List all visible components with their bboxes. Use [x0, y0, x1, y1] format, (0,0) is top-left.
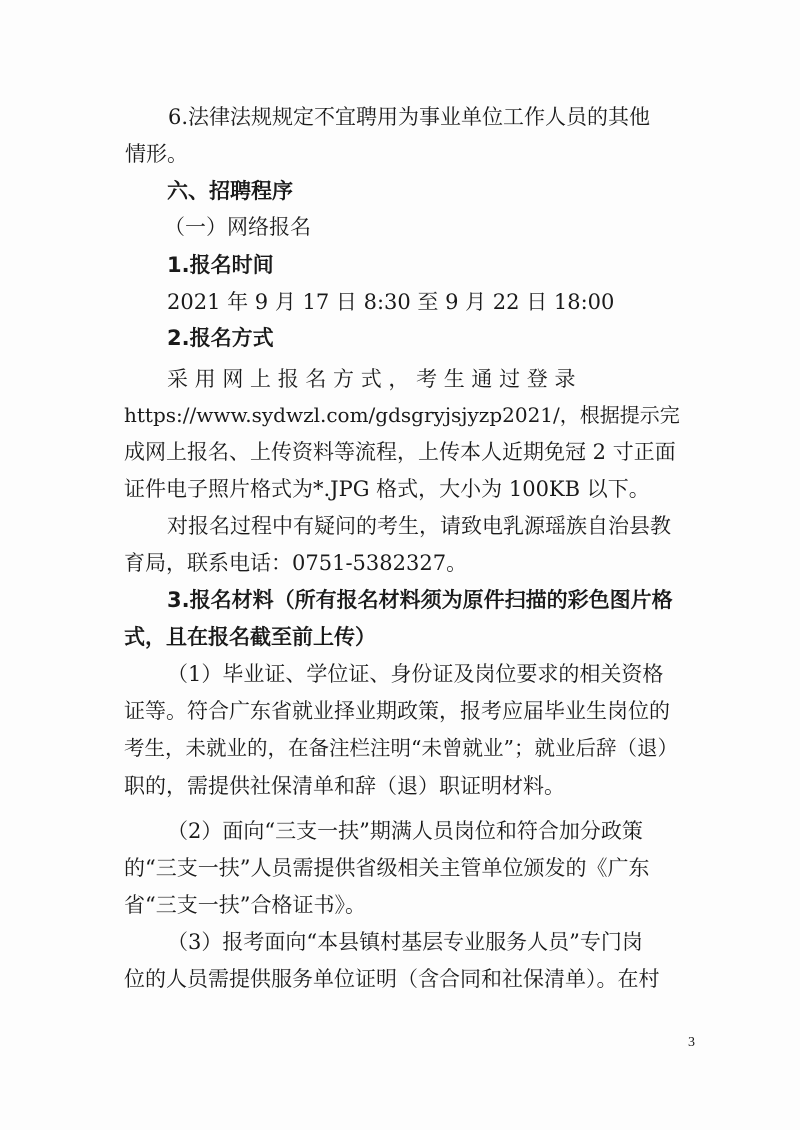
- item-heading: 3.报名材料（所有报名材料须为原件扫描的彩色图片格: [167, 588, 673, 612]
- paragraph-line: 职的，需提供社保清单和辞（退）职证明材料。: [124, 774, 565, 798]
- paragraph-line: 成网上报名、上传资料等流程，上传本人近期免冠 2 寸正面: [124, 440, 676, 464]
- paragraph-line: 证等。符合广东省就业择业期政策，报考应届毕业生岗位的: [124, 699, 670, 723]
- page-number: 3: [688, 1035, 695, 1050]
- item-heading: 2.报名方式: [167, 326, 274, 350]
- paragraph-line: 证件电子照片格式为*.JPG 格式，大小为 100KB 以下。: [124, 477, 650, 501]
- item-heading: 式，且在报名截至前上传）: [124, 625, 376, 649]
- section-heading: 六、招聘程序: [167, 179, 293, 203]
- paragraph-line: （1）毕业证、学位证、身份证及岗位要求的相关资格: [167, 662, 664, 686]
- paragraph-line: 育局，联系电话：0751-5382327。: [124, 551, 468, 575]
- paragraph-line: 考生，未就业的，在备注栏注明“未曾就业”；就业后辞（退）: [124, 736, 678, 760]
- paragraph-line: 对报名过程中有疑问的考生，请致电乳源瑶族自治县教: [167, 514, 671, 538]
- item-heading: 1.报名时间: [167, 253, 274, 277]
- paragraph-line: 6.法律法规规定不宜聘用为事业单位工作人员的其他: [168, 105, 651, 129]
- paragraph-line: https://www.sydwzl.com/gdsgryjsjyzp2021/，根据提示完: [124, 403, 680, 427]
- paragraph-line: 位的人员需提供服务单位证明（含合同和社保清单）。在村: [124, 967, 660, 991]
- subsection-heading: （一）网络报名: [164, 215, 311, 239]
- paragraph-line: 的“三支一扶”人员需提供省级相关主管单位颁发的《广东: [124, 856, 650, 880]
- paragraph-line: 省“三支一扶”合格证书》。: [124, 893, 366, 917]
- paragraph-line: 情形。: [125, 142, 188, 166]
- paragraph-line: （2）面向“三支一扶”期满人员岗位和符合加分政策: [167, 819, 643, 843]
- paragraph-line: 2021 年 9 月 17 日 8:30 至 9 月 22 日 18:00: [167, 290, 615, 314]
- paragraph-line: （3）报考面向“本县镇村基层专业服务人员”专门岗: [167, 930, 643, 954]
- paragraph-line: 采 用 网 上 报 名 方 式 ， 考 生 通 过 登 录: [167, 367, 576, 391]
